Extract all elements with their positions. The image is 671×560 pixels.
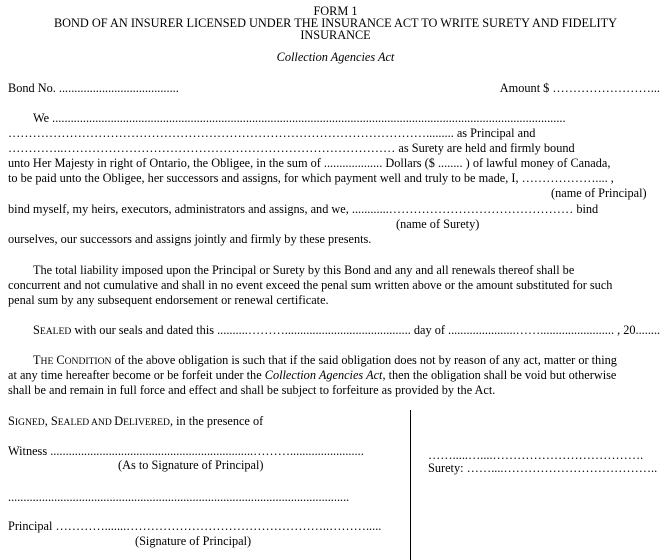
witness-caption: (As to Signature of Principal) <box>118 458 264 472</box>
principal-signature-line: Principal ………….......…………………………………………..………..... <box>8 519 382 533</box>
ourselves-line: ourselves, our successors and assigns jointly and firmly by these presents. <box>8 232 372 246</box>
act-name: Collection Agencies Act <box>276 50 395 64</box>
liability-line-1: The total liability imposed upon the Principal or Surety by this Bond and any and all renewals thereof shall be <box>33 263 575 277</box>
document-title-line2: INSURANCE <box>300 28 371 42</box>
document-title-line1: BOND OF AN INSURER LICENSED UNDER THE INSURANCE ACT TO WRITE SURETY AND FIDELITY <box>53 16 618 30</box>
condition-line-2: at any time hereafter become or be forfeit under the Collection Agencies Act, then the obligation shall be void but otherwise <box>8 368 617 382</box>
principal-line-2: …………………………………………………………………………………………......... as Principal and <box>8 126 536 140</box>
signed-sealed-delivered-line: SIGNED, SEALED AND DELIVERED, in the presence of <box>8 414 264 428</box>
sealed-line: SEALED with our seals and dated this ..........………......................................... day of ......................……........................ , 20........ <box>33 323 661 337</box>
principal-caption: (Signature of Principal) <box>135 534 252 548</box>
liability-line-2: concurrent and not cumulative and shall in no event exceed the penal sum written above or the amount substituted for such <box>8 278 613 292</box>
principal-line-1: We ....................................................................................................................................................................... <box>33 111 566 125</box>
bind-line: bind myself, my heirs, executors, administrators and assigns, and we, ............……………………………………… bind <box>8 202 599 216</box>
amount-field: Amount $ ……………………... <box>499 81 660 95</box>
signature-divider <box>410 410 411 560</box>
payment-line: to be paid unto the Obligee, her successors and assigns, for which payment well and truly to be made, I, ……………….... , <box>8 171 614 185</box>
witness-signature-line: Witness ..................................................................………........................ <box>8 444 364 458</box>
sum-line: unto Her Majesty in right of Ontario, the Obligee, in the sum of ................... Dollars ($ ........ ) of lawful money of Canada, <box>8 156 611 170</box>
bond-number-field: Bond No. ....................................... <box>8 81 179 95</box>
liability-line-3: penal sum by any subsequent endorsement or renewal certificate. <box>8 293 329 307</box>
surety-signature-line: Surety: ……....……………………………….. <box>428 461 658 475</box>
condition-line-1: THE CONDITION of the above obligation is such that if the said obligation does not by reason of any act, matter or thing <box>33 353 617 367</box>
blank-signature-line: ............................................................................................................... <box>8 490 350 504</box>
name-of-principal-caption: (name of Principal) <box>551 186 647 200</box>
name-of-surety-caption: (name of Surety) <box>396 217 480 231</box>
condition-line-3: shall be and remain in full force and effect and shall be subject to forfeiture as provided by the Act. <box>8 383 496 397</box>
surety-seal-line: …….....…....………………………………. <box>428 448 644 462</box>
surety-line: …………..……………………………………………………………………… as Surety are held and firmly bound <box>8 141 575 155</box>
form-number: FORM 1 <box>313 4 358 18</box>
